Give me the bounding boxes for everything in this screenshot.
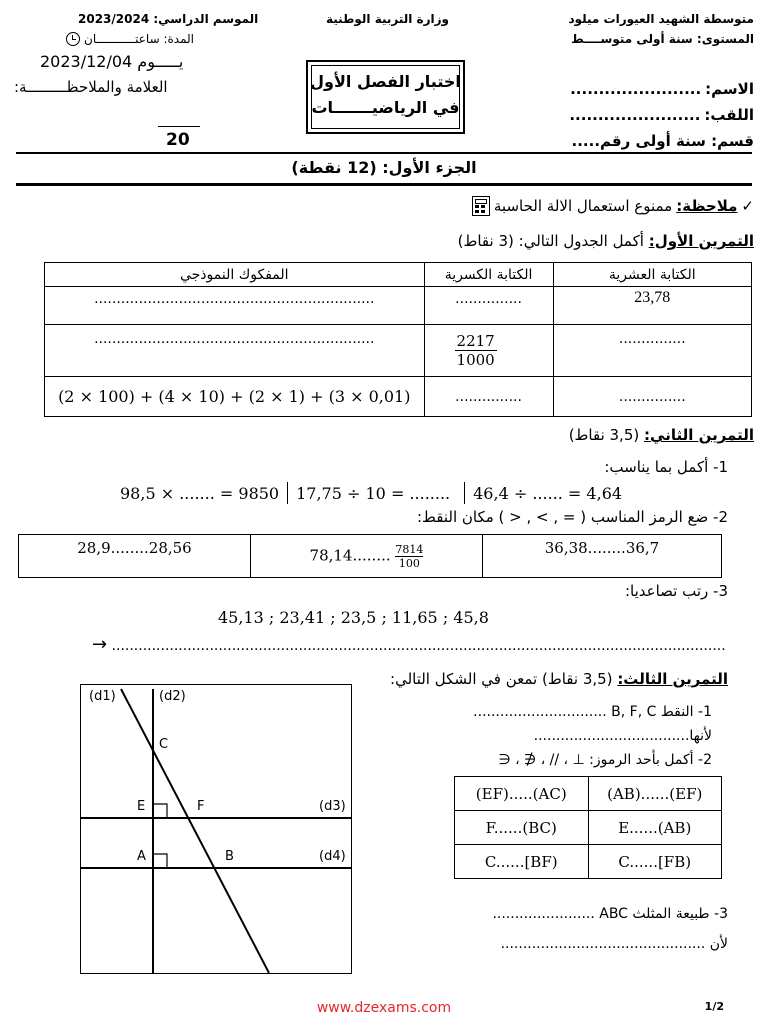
divider xyxy=(16,152,752,154)
right-angle-A xyxy=(153,854,167,868)
footer-site[interactable]: www.dzexams.com xyxy=(316,1000,452,1016)
check-icon: ✓ xyxy=(741,197,754,215)
symbol-table xyxy=(454,776,722,879)
note-row xyxy=(472,196,754,216)
r2-decimal[interactable]: ............... xyxy=(553,325,751,377)
header-fraction: الكتابة الكسرية xyxy=(424,263,553,287)
duration-label: المدة: ساعتـــــــــــان xyxy=(84,32,195,46)
ex3-q2: 2- أكمل بأحد الرموز: ⊥ ، // ، ∉ ، ∈ xyxy=(498,752,712,768)
r3-fraction[interactable]: ............... xyxy=(424,377,553,417)
compare-2-left: 78,14........ xyxy=(309,546,391,564)
right-angle-E xyxy=(153,804,167,818)
eq-b[interactable]: 17,75 ÷ 10 = ........ xyxy=(296,483,451,503)
r2-fraction xyxy=(424,325,553,377)
school-name: متوسطة الشهيد العيورات ميلود xyxy=(568,12,754,26)
ex1-title: التمرين الأول: xyxy=(648,232,754,250)
geometry-figure xyxy=(80,684,352,974)
compare-2-num: 7814 xyxy=(395,542,424,556)
ex2-q3: 3- رتب تصاعديا: xyxy=(624,582,728,600)
note-label: ملاحظة: xyxy=(676,197,738,215)
ex3-q1b[interactable]: لأنها................................... xyxy=(533,728,712,744)
arrow-icon: → xyxy=(92,634,108,655)
r2-denominator: 1000 xyxy=(456,351,495,369)
label-d1: (d1) xyxy=(89,689,116,704)
page-number: 1/2 xyxy=(704,1000,724,1013)
ex2-heading xyxy=(569,426,754,444)
symbol-cell[interactable]: (EF).....(AC) xyxy=(455,777,589,811)
name-row xyxy=(570,80,754,98)
clock-icon xyxy=(66,32,80,46)
compare-table xyxy=(18,534,722,578)
order-answer-row xyxy=(92,634,726,655)
calculator-icon xyxy=(472,196,490,216)
r2-numerator: 2217 xyxy=(456,332,495,350)
figure-svg xyxy=(81,685,351,973)
line-d1 xyxy=(121,689,269,973)
r1-expanded[interactable]: ............................................................... xyxy=(45,287,425,325)
surname-row xyxy=(569,106,754,124)
point-E: E xyxy=(137,799,146,814)
score-line xyxy=(158,126,200,127)
ex2-points: (3,5 نقاط) xyxy=(568,426,640,444)
ex1-heading xyxy=(458,232,754,250)
eq-a[interactable]: 98,5 × ....... = 9850 xyxy=(120,483,280,503)
r1-fraction[interactable]: ............... xyxy=(424,287,553,325)
surname-field[interactable]: ....................... xyxy=(569,106,701,124)
numbers-list: 45,13 ; 23,41 ; 23,5 ; 11,65 ; 45,8 xyxy=(218,608,489,627)
duration-row xyxy=(66,32,194,46)
ex2-q1: 1- أكمل بما يناسب: xyxy=(604,458,728,476)
r1-decimal: 23,78 xyxy=(553,287,751,325)
ex2-title: التمرين الثاني: xyxy=(644,426,754,444)
mark-label: العلامة والملاحظـــــــــة: xyxy=(14,78,168,96)
divider xyxy=(16,183,752,186)
ex2-q2: 2- ضع الرمز المناسب ( = , > , < ) مكان النقط: xyxy=(416,508,728,526)
compare-2-den: 100 xyxy=(398,556,420,570)
point-B: B xyxy=(225,849,234,864)
ex3-title: التمرين الثالث: xyxy=(617,670,728,688)
class-label: قسم: سنة أولى رقم..... xyxy=(571,132,754,150)
ex2-equations xyxy=(120,482,622,504)
point-A: A xyxy=(137,849,146,864)
season-label: الموسم الدراسي: 2023/2024 xyxy=(78,12,259,26)
order-answer-line[interactable]: .......................................................................................................................................... xyxy=(111,638,726,654)
exam-date: يـــــوم 2023/12/04 xyxy=(40,52,184,71)
compare-1[interactable]: 28,9........28,56 xyxy=(19,535,251,578)
part1-title: الجزء الأول: (12 نقطة) xyxy=(291,158,477,177)
symbol-cell[interactable]: C......[FB) xyxy=(588,845,722,879)
ex3-heading xyxy=(390,670,728,688)
exam-title-line2: في الرياضيـــــــات xyxy=(311,98,460,117)
ministry-name: وزارة التربية الوطنية xyxy=(326,12,450,26)
ex3-points: (3,5 نقاط) تمعن في الشكل التالي: xyxy=(390,670,613,688)
ex3-q1[interactable]: 1- النقط B, F, C .............................. xyxy=(473,704,712,720)
compare-3[interactable]: 36,38........36,7 xyxy=(482,535,721,578)
ex3-q3b[interactable]: لأن .............................................. xyxy=(500,936,728,952)
score-total: 20 xyxy=(166,130,190,150)
header-expanded: المفكوك النموذجي xyxy=(45,263,425,287)
label-d2: (d2) xyxy=(159,689,186,704)
ex1-table xyxy=(44,262,752,417)
r3-decimal[interactable]: ............... xyxy=(553,377,751,417)
r3-expanded: (2 × 100) + (4 × 10) + (2 × 1) + (3 × 0,01) xyxy=(45,377,425,417)
point-C: C xyxy=(159,737,169,752)
name-field[interactable]: ....................... xyxy=(570,80,702,98)
ex1-instruction: أكمل الجدول التالي: (3 نقاط) xyxy=(457,232,644,250)
symbol-cell[interactable]: F......(BC) xyxy=(455,811,589,845)
note-text: ممنوع استعمال الالة الحاسبة xyxy=(493,197,673,215)
exam-title-line1: اختبار الفصل الأول xyxy=(310,72,461,91)
level-label: المستوى: سنة أولى متوســــط xyxy=(571,32,754,46)
label-d4: (d4) xyxy=(319,849,346,864)
compare-2[interactable] xyxy=(250,535,482,578)
label-d3: (d3) xyxy=(319,799,346,814)
point-F: F xyxy=(197,799,205,814)
name-label: الاسم: xyxy=(705,80,754,98)
eq-c[interactable]: 46,4 ÷ ...... = 4,64 xyxy=(473,483,623,503)
symbol-cell[interactable]: (AB)......(EF) xyxy=(588,777,722,811)
header-decimal: الكتابة العشرية xyxy=(553,263,751,287)
ex3-q3[interactable]: 3- طبيعة المثلث ABC ....................... xyxy=(492,906,728,922)
title-box xyxy=(306,60,465,134)
symbol-cell[interactable]: C......[BF) xyxy=(455,845,589,879)
symbol-cell[interactable]: E......(AB) xyxy=(588,811,722,845)
r2-expanded[interactable]: ............................................................... xyxy=(45,325,425,377)
surname-label: اللقب: xyxy=(704,106,754,124)
